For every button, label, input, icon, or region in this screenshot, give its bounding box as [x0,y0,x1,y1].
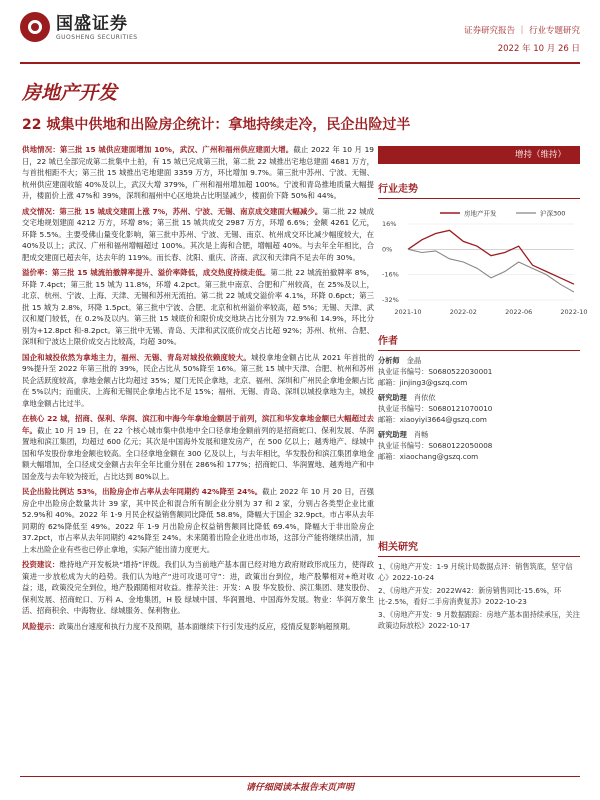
y-tick-label: -16% [382,270,399,279]
logo-english-name: GUOSHENG SECURITIES [56,33,138,41]
authors-heading: 作者 [378,332,580,351]
logo-chinese-name: 国盛证券 [56,13,128,34]
paragraph: 民企出险比例达 53%，出险房企市占率从去年同期约 42%降至 24%。截止 2022 年 10 月 20 日，百强房企中出险房企数量共计 39 家，其中民企和混合所有制企业分别为 37 和 2 家，分别占各类型企业比重 52.9%和 40%。2022 年 1-9 月民企权益销售额同比降低 58.8%，降幅大于国企 32.9pct。市占率从去年同期的 62%降低至 49%。2022 年 1-9 月出险房企权益销售额同比降低 69.4%，降幅大于非出险房企 37.2pct，市占率从去年同期约 42%降至 24%。未来随着出险企业进出市场，这部分产能将继续出清，加上未出险企业有些也已停止拿地，实际产能出清力度更大。 [22,487,374,554]
paragraph: 成交情况：第三批 15 城成交建面上涨 7%，苏州、宁波、无锡、南京成交建面大幅减少。第二批 22 城成交宅地规划建面 4212 万方，环增 8%；第三批 15 城共成交 2987 万方，环增 6.6%；金额 4261 亿元，环降 5.5%。主要受佛山量变化影响，第三批中苏州、宁波、无锡、南京、杭州成交环比减少幅度较大，在 40%及以上；武汉、广州和福州增幅超过 100%。其次是上海和合肥，增幅超 40%。与去年全年相比，合肥成交建面已超去年，达去年的 119%。而长春、沈阳、重庆、济南、武汉和天津尚不足去年的 30%。 [22,206,374,262]
x-tick-label: 2022-06 [505,308,533,316]
related-heading: 相关研究 [378,538,580,557]
paragraph: 国企和城投依然为拿地主力，福州、无锡、青岛对城投依赖度较大。城投拿地金额占比从 2021 年首批的 9%提升至 2022 年第三批的 39%，民企占比从 50%降至 16%。第三批 15 城中天津、合肥、杭州和苏州民企活跃度较高，拿地金额占比均超过 35%；厦门无民企拿地，北京、福州、深圳和广州民企拿地金额占比在 5%以内；而重庆、上海和无锡民企拿地占比不足 15%；福州、无锡、青岛、深圳以城投拿地为主，城投拿地金额占比过半。 [22,352,374,408]
x-tick-label: 2022-10 [560,308,588,316]
paragraph: 在核心 22 城，招商、保利、华润、滨江和中海今年拿地金额居于前列，滨江和华发拿地金额已大幅超过去年。截止 10 月 19 日，在 22 个核心城市集中供地中全口径拿地金额前列的是招商蛇口、保利发展、华润置地和滨江集团，均超过 600 亿元；其次是中国海外发展和建发房产，在 500 亿以上；越秀地产、绿城中国和华发股份拿地金额也较高。全口径拿地金额在 300 亿及以上，与去年相比，华发股份和滨江集团拿地金额大幅增加，全口径成交金额占去年全年比重分别在 286%和 177%；招商蛇口、华润置地、越秀地产和中国金茂与去年较为接近，占比达到 80%以上。 [22,414,374,481]
legend-label-b: 沪深300 [540,209,566,218]
paragraph: 溢价率：第三批 15 城流拍撤牌率提升、溢价率降低，成交热度持续走低。第二批 22 城流拍撤牌率 8%，环降 7.4pct；第三批 15 城为 11.8%，环增 4.2pct。第三批中南京、合肥和广州较高，在 25%及以上，北京、杭州、宁波、上海、天津、无锡和苏州无流拍。第二批 22 城成交溢价率 4.1%，环降 0.6pct；第三批 15 城为 2.8%，环降 1.5pct。第三批中宁波、合肥、北京和杭州溢价率较高，超 5%；无锡、天津、武汉和厦门较低，在 0.2%及以内。第三批 15 城底价和限价成交地块占比分别为 72.9%和 14.9%，环比分别为+12.8pct 和-8.2pct。第三批中无锡、青岛、天津和武汉底价成交占比超 92%；苏州、杭州、合肥、深圳和宁波达上限价成交占比较高，均超 30%。 [22,268,374,346]
y-tick-label: -32% [382,296,399,304]
trend-heading: 行业走势 [378,180,580,199]
related-item[interactable]: 2、《房地产开发：2022W42：新房销售同比-15.6%，环比-2.5%，看好二手房消费复苏》2022-10-23 [378,586,562,606]
y-tick-label: 16% [382,220,397,228]
author-entry: 研究助理 肖依依 执业证书编号：S0680121070010 邮箱：xiaoyiyi3664@gszq.com [378,393,493,424]
paragraph: 投资建议：维持地产开发板块“增持”评级。我们认为当前地产基本面已经对地方政府财政形成压力，使得政策进一步放松成为大的趋势。我们认为地产“进可攻退可守”：进，政策出台到位，地产股攀相对+绝对收益；退，政策没完全到位，地产股跟随相对收益。推荐关注：开发：A 股 华发股份、滨江集团、建发股份、保利发展、招商蛇口、万科 A、金地集团，H 股 绿城中国、华润置地、中国海外发展。物业：华润万象生活、招商积余、中海物业、绿城服务、保利物业。 [22,560,374,615]
x-tick-label: 2022-02 [449,308,477,316]
related-list [378,561,580,631]
legend-label-a: 房地产开发 [464,209,497,218]
rating-badge: 增持（维持） [378,146,580,164]
trend-chart-svg [378,200,588,320]
related-item[interactable]: 3、《房地产开发：9 月数据跟踪：房地产基本面持续承压，关注政策边际放松》2022-10-17 [378,610,580,630]
trend-section [378,180,580,199]
footer-note: 请仔细阅读本报告末页声明 [245,783,354,793]
report-tags: 证券研究报告 ｜ 行业专题研究 [464,26,580,36]
report-subtitle: 22 城集中供地和出险房企统计：拿地持续走冷，民企出险过半 [22,117,411,133]
authors-section [378,332,580,462]
company-logo [20,12,138,42]
footer-divider [20,776,580,777]
industry-title: 房地产开发 [22,82,118,104]
x-tick-label: 2021-10 [394,308,422,316]
report-date: 2022 年 10 月 26 日 [497,44,580,54]
y-tick-label: 0% [382,245,393,254]
page-header [20,10,580,54]
paragraph: 供地情况：第三批 15 城供应建面增加 10%，武汉、广州和福州供应建面大增。截止 2022 年 10 月 19 日，22 城已全部完成第二批集中土拍，有 15 城已完成第三批，第二批 22 城推出宅地总建面 4681 万方，与首批相距不大；第三批 15 城推出宅地建面 3359 万方，环比增加 9.7%。第三批中苏州、宁波、无锡、杭州供应建面收缩 40%及以上，武汉大增 379%，广州和福州增加超 100%。宁波和青岛推地质量大幅提升，楼面价上涨 47%和 39%，深圳和福州中心区地块占比明显减少，楼面价下降 50%和 44%。 [22,145,374,200]
author-entry: 分析师 金晶 执业证书编号：S0680522030001 邮箱：jinjing3@gszq.com [378,356,493,387]
related-section [378,538,580,633]
logo-mark-icon [20,12,50,42]
main-body [22,144,374,636]
trend-chart [378,200,588,320]
author-entry: 研究助理 肖畅 执业证书编号：S0680122050008 邮箱：xiaochang@gszq.com [378,430,493,461]
related-item[interactable]: 1、《房地产开发：1-9 月统计局数据点评：销售筑底，坚守信心》2022-10-24 [378,562,573,582]
paragraph: 风险提示：政策出台速度和执行力度不及预期，基本面继续下行引发违约反应，疫情反复影响超预期。 [22,621,355,631]
header-divider [20,62,580,64]
